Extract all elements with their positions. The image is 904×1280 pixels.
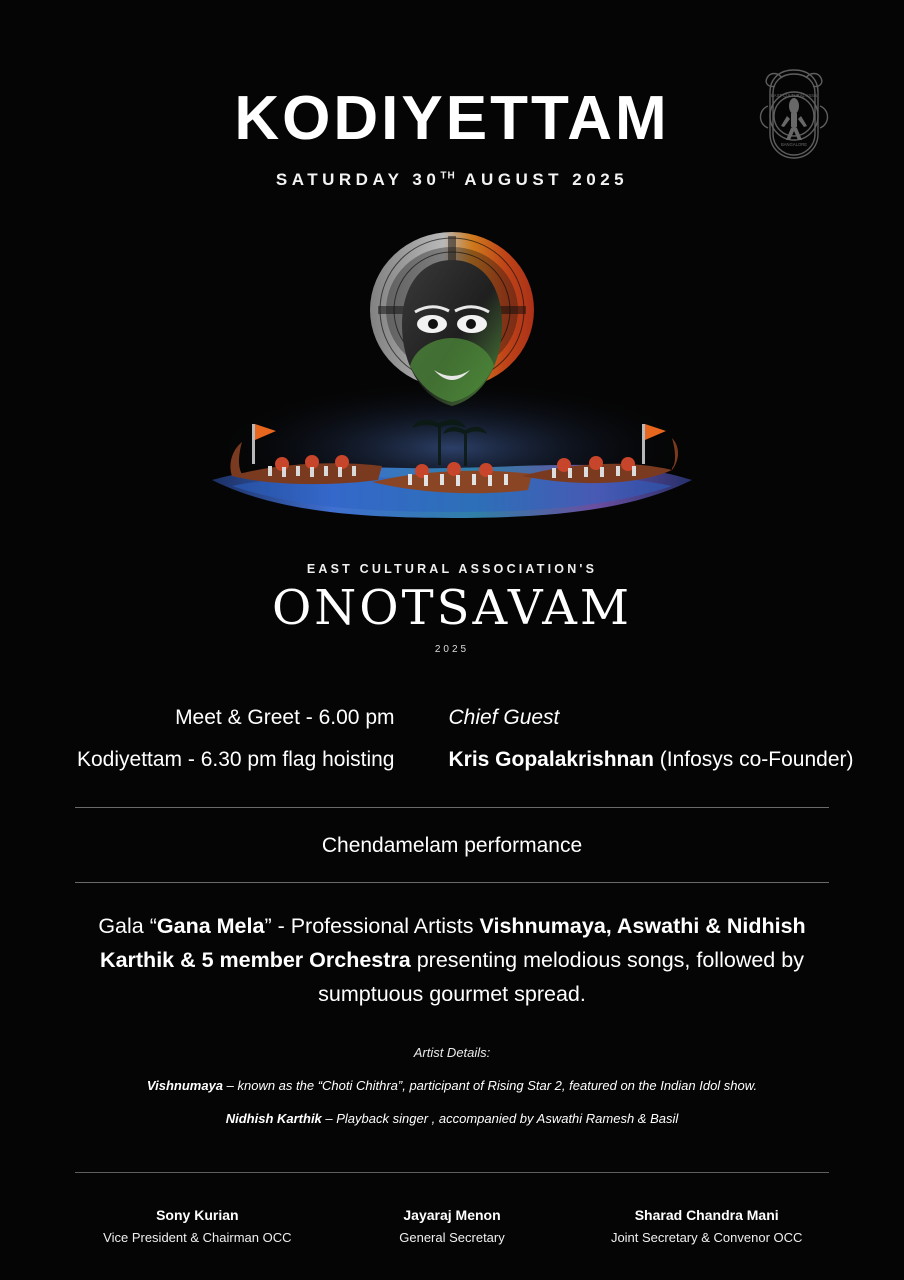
signatory — [579, 1207, 834, 1245]
event-date-suffix: AUGUST 2025 — [464, 170, 629, 189]
signatory-role: Joint Secretary & Convenor OCC — [610, 1230, 803, 1245]
chief-guest-name-row — [449, 739, 854, 781]
performance-line: Chendamelam performance — [321, 834, 583, 857]
schedule-times — [51, 697, 421, 781]
artist-details-title: Artist Details: — [413, 1045, 491, 1060]
event-date-ordinal: TH — [440, 170, 456, 182]
signatory-name: Sony Kurian — [156, 1207, 239, 1223]
schedule-item: Kodiyettam - 6.30 pm flag hoisting — [76, 748, 395, 771]
gala-prefix: Gala “ — [98, 914, 157, 938]
chief-guest-affiliation: (Infosys co-Founder) — [659, 748, 854, 771]
chief-guest-name: Kris Gopalakrishnan — [448, 748, 654, 771]
gala-description — [0, 883, 904, 1011]
signatory-name: Sharad Chandra Mani — [634, 1207, 779, 1223]
chief-guest-block — [421, 697, 854, 781]
schedule-section — [0, 697, 904, 781]
svg-text:EAST CULTURAL ASSN: EAST CULTURAL ASSN — [771, 93, 817, 98]
artist-name: Nidhish Karthik — [225, 1111, 322, 1126]
svg-text:BANGALORE: BANGALORE — [780, 142, 808, 147]
page-title: KODIYETTAM — [234, 84, 670, 153]
event-year: 2025 — [434, 644, 470, 655]
event-date-prefix: SATURDAY 30 — [275, 170, 441, 189]
signatories — [0, 1173, 904, 1245]
event-date — [0, 170, 904, 190]
artist-detail-row — [0, 1111, 904, 1126]
signatory-name: Jayaraj Menon — [403, 1207, 501, 1223]
gala-mid: ” - Professional Artists — [264, 914, 480, 938]
artist-description: – Playback singer , accompanied by Aswathi Ramesh & Basil — [321, 1111, 679, 1126]
artist-name: Vishnumaya — [146, 1078, 224, 1093]
signatory-role: General Secretary — [399, 1230, 505, 1245]
festival-artwork — [0, 218, 904, 578]
event-name: ONOTSAVAM — [271, 580, 633, 636]
signatory-role: Vice President & Chairman OCC — [103, 1230, 292, 1245]
association-name: EAST CULTURAL ASSOCIATION'S — [306, 562, 598, 576]
signatory — [70, 1207, 325, 1245]
signatory — [325, 1207, 580, 1245]
schedule-item: Meet & Greet - 6.00 pm — [175, 706, 395, 729]
association-emblem-icon — [748, 66, 840, 162]
gala-artists: Vishnumaya, Aswathi & Nidhish Karthik & 5 member Orchestra — [100, 914, 806, 972]
artist-description: – known as the “Choti Chithra”, participant of Rising Star 2, featured on the Indian Idol show. — [223, 1078, 758, 1093]
gala-suffix: presenting melodious songs, followed by sumptuous gourmet spread. — [318, 948, 804, 1006]
artist-detail-row — [0, 1078, 904, 1093]
chief-guest-label: Chief Guest — [448, 706, 560, 729]
gala-highlight: Gana Mela — [156, 914, 265, 938]
